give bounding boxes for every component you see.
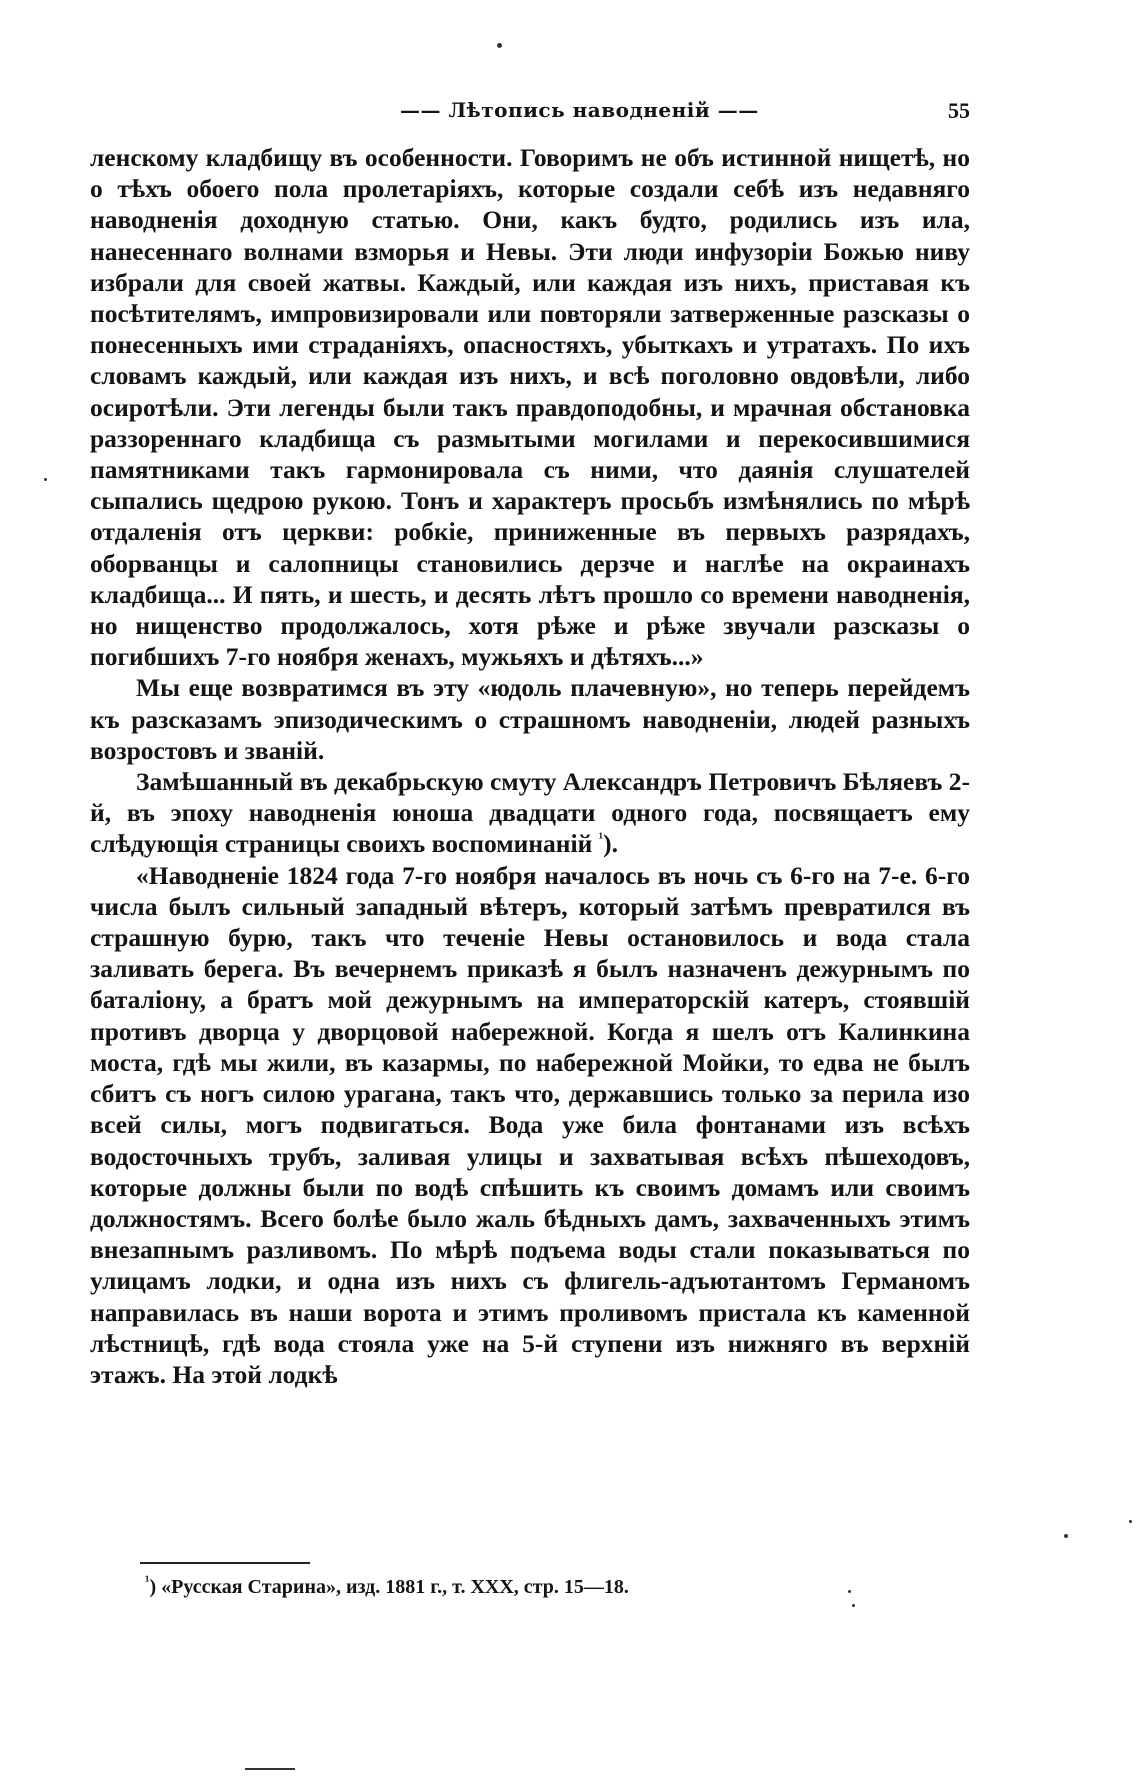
paragraph: Мы еще возвратимся въ эту «юдоль плачевную», но теперь перейдемъ къ разсказамъ эпизодическимъ о страшномъ наводненіи, людей разныхъ возростовъ и званій.	[90, 673, 970, 765]
running-title: —— Лѣтопись наводненій ——	[400, 98, 759, 122]
paragraph	[90, 766, 970, 860]
scan-edge-mark	[245, 1768, 295, 1770]
page-header	[90, 98, 970, 128]
footnote-reference: ¹	[598, 830, 604, 847]
footnote-marker: ¹	[145, 1573, 150, 1590]
paragraph: «Наводненіе 1824 года 7-го ноября началось въ ночь съ 6-го на 7-е. 6-го числа былъ сильный западный вѣтеръ, который затѣмъ превратился въ страшную бурю, такъ что теченіе Невы остановилось и вода стала заливать берега. Въ вечернемъ приказѣ я былъ назначенъ дежурнымъ по баталіону, а братъ мой дежурнымъ на императорскій катеръ, стоявшій противъ дворца у дворцовой набережной. Когда я шелъ отъ Калинкина моста, гдѣ мы жили, въ казармы, по набережной Мойки, то едва не былъ сбитъ съ ногъ силою урагана, такъ что, державшись только за перила изо всей силы, могъ подвигаться. Вода уже била фонтанами изъ всѣхъ водосточныхъ трубъ, заливая улицы и захватывая всѣхъ пѣшеходовъ, которые должны были по водѣ спѣшить къ своимъ домамъ или своимъ должностямъ. Всего болѣе было жаль бѣдныхъ дамъ, захваченныхъ этимъ внезапнымъ разливомъ. По мѣрѣ подъема воды стали показываться по улицамъ лодки, и одна изъ нихъ съ флигель-адъютантомъ Германомъ направилась въ наши ворота и этимъ проливомъ пристала къ каменной лѣстницѣ, гдѣ вода стояла уже на 5-й ступени изъ нижняго въ верхній этажъ. На этой лодкѣ	[90, 860, 970, 1389]
paragraph-text: Замѣшанный въ декабрьскую смуту Александръ Петровичъ Бѣляевъ 2-й, въ эпоху наводненія юноша двадцати одного года, посвящаетъ ему слѣдующія страницы своихъ воспоминаній	[90, 767, 970, 859]
scan-speck	[44, 478, 47, 481]
footnote-text: ) «Русская Старина», изд. 1881 г., т. XXX, стр. 15—18.	[149, 1576, 629, 1598]
scan-speck	[1129, 1520, 1132, 1523]
page-number: 55	[948, 98, 970, 123]
footnote	[145, 1574, 945, 1600]
body-text	[90, 142, 970, 1390]
paragraph: ленскому кладбищу въ особенности. Говоримъ не объ истинной нищетѣ, но о тѣхъ обоего пола пролетаріяхъ, которые создали себѣ изъ недавняго наводненія доходную статью. Они, какъ будто, родились изъ ила, нанесеннаго волнами взморья и Невы. Эти люди инфузоріи Божью ниву избрали для своей жатвы. Каждый, или каждая изъ нихъ, приставая къ посѣтителямъ, импровизировали или повторяли затверженные разсказы о понесенныхъ ими страданіяхъ, опасностяхъ, убыткахъ и утратахъ. По ихъ словамъ каждый, или каждая изъ нихъ, и всѣ поголовно овдовѣли, либо осиротѣли. Эти легенды были такъ правдоподобны, и мрачная обстановка раззореннаго кладбища съ размытыми могилами и перекосившимися памятниками такъ гармонировала съ ними, что даянія слушателей сыпались щедрою рукою. Тонъ и характеръ просьбъ измѣнялись по мѣрѣ отдаленія отъ церкви: робкіе, приниженные въ первыхъ разрядахъ, оборванцы и салопницы становились дерзче и наглѣе на окраинахъ кладбища... И пять, и шесть, и десять лѣтъ прошло со времени наводненія, но нищенство продолжалось, хотя рѣже и рѣже звучали разсказы о погибшихъ 7-го ноября женахъ, мужьяхъ и дѣтяхъ...»	[90, 143, 970, 672]
scan-speck	[1064, 1534, 1068, 1538]
scan-speck	[848, 1590, 851, 1593]
paragraph-tail: ).	[603, 829, 619, 859]
footnote-divider	[140, 1562, 310, 1564]
scan-speck	[852, 1604, 855, 1607]
scan-speck	[497, 43, 502, 48]
